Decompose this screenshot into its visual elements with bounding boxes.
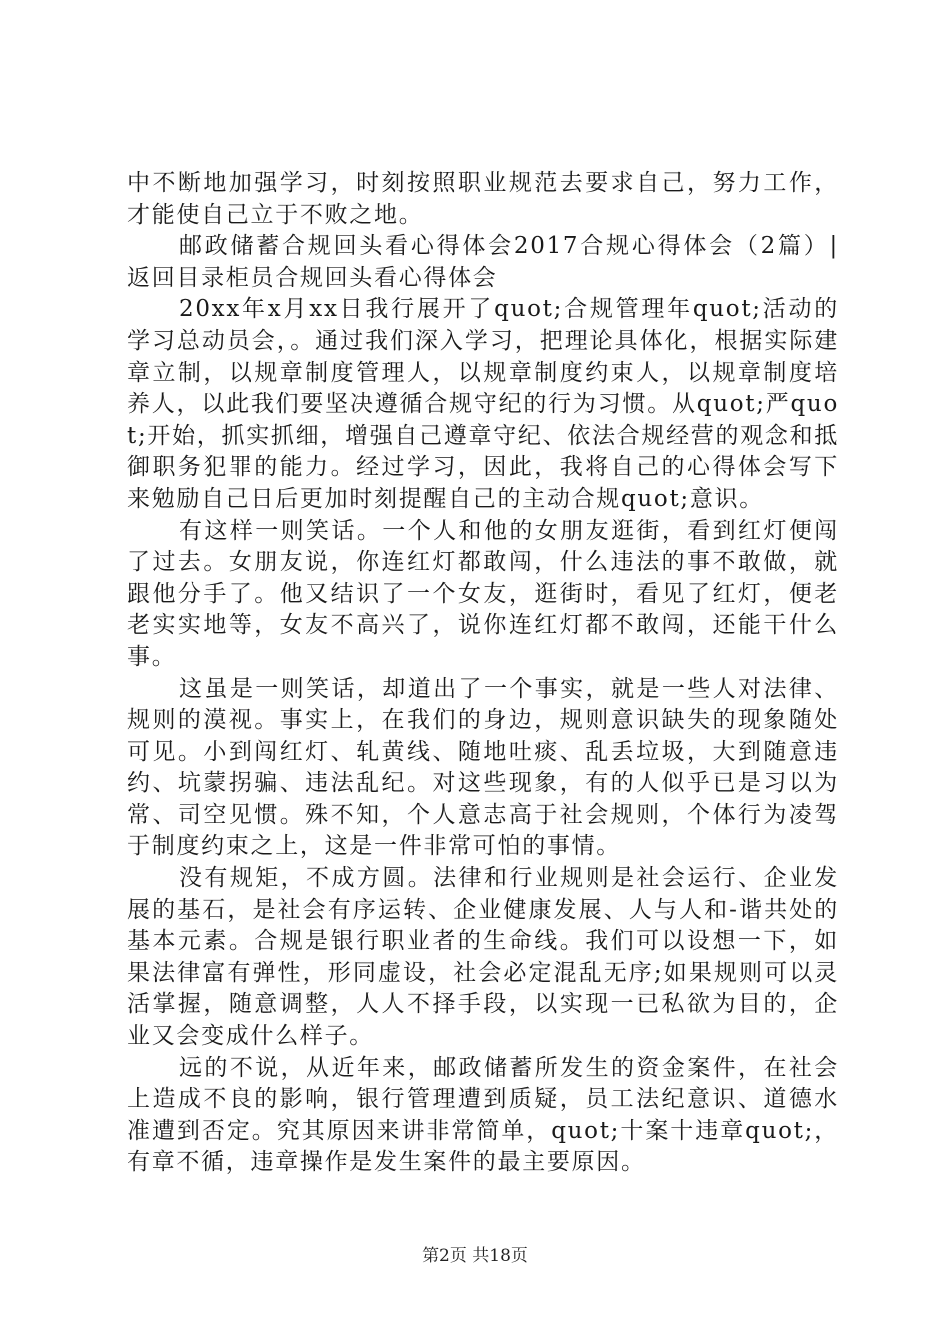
page-footer xyxy=(0,1241,950,1266)
document-body xyxy=(127,168,839,1179)
page-number: 第2页 共18页 xyxy=(422,1246,528,1266)
paragraph-4: 有这样一则笑话。一个人和他的女朋友逛街，看到红灯便闯了过去。女朋友说，你连红灯都敢闯，什么违法的事不敢做，就跟他分手了。他又结识了一个女友，逛街时，看见了红灯，便老老实实地等，女友不高兴了，说你连红灯都不敢闯，还能干什么事。 xyxy=(127,517,839,670)
paragraph-2-heading: 邮政储蓄合规回头看心得体会2017合规心得体会（2篇）| 返回目录柜员合规回头看心得体会 xyxy=(127,233,839,291)
paragraph-5: 这虽是一则笑话，却道出了一个事实，就是一些人对法律、规则的漠视。事实上，在我们的身边，规则意识缺失的现象随处可见。小到闯红灯、轧黄线、随地吐痰、乱丢垃圾，大到随意违约、坑蒙拐骗、违法乱纪。对这些现象，有的人似乎已是习以为常、司空见惯。殊不知，个人意志高于社会规则，个体行为凌驾于制度约束之上，这是一件非常可怕的事情。 xyxy=(127,675,839,860)
paragraph-1: 中不断地加强学习，时刻按照职业规范去要求自己，努力工作，才能使自己立于不败之地。 xyxy=(127,170,839,228)
paragraph-3: 20xx年x月xx日我行展开了quot;合规管理年quot;活动的学习总动员会，。通过我们深入学习，把理论具体化，根据实际建章立制，以规章制度管理人，以规章制度约束人，以规章制度培养人，以此我们要坚决遵循合规守纪的行为习惯。从quot;严quot;开始，抓实抓细，增强自己遵章守纪、依法合规经营的观念和抵御职务犯罪的能力。经过学习，因此，我将自己的心得体会写下来勉励自己日后更加时刻提醒自己的主动合规quot;意识。 xyxy=(127,296,839,512)
paragraph-7: 远的不说，从近年来，邮政储蓄所发生的资金案件，在社会上造成不良的影响，银行管理遭到质疑，员工法纪意识、道德水准遭到否定。究其原因来讲非常简单，quot;十案十违章quot;，有章不循，违章操作是发生案件的最主要原因。 xyxy=(127,1054,839,1176)
paragraph-6: 没有规矩，不成方圆。法律和行业规则是社会运行、企业发展的基石，是社会有序运转、企业健康发展、人与人和-谐共处的基本元素。合规是银行职业者的生命线。我们可以设想一下，如果法律富有弹性，形同虚设，社会必定混乱无序;如果规则可以灵活掌握，随意调整，人人不择手段，以实现一已私欲为目的，企业又会变成什么样子。 xyxy=(127,865,839,1050)
